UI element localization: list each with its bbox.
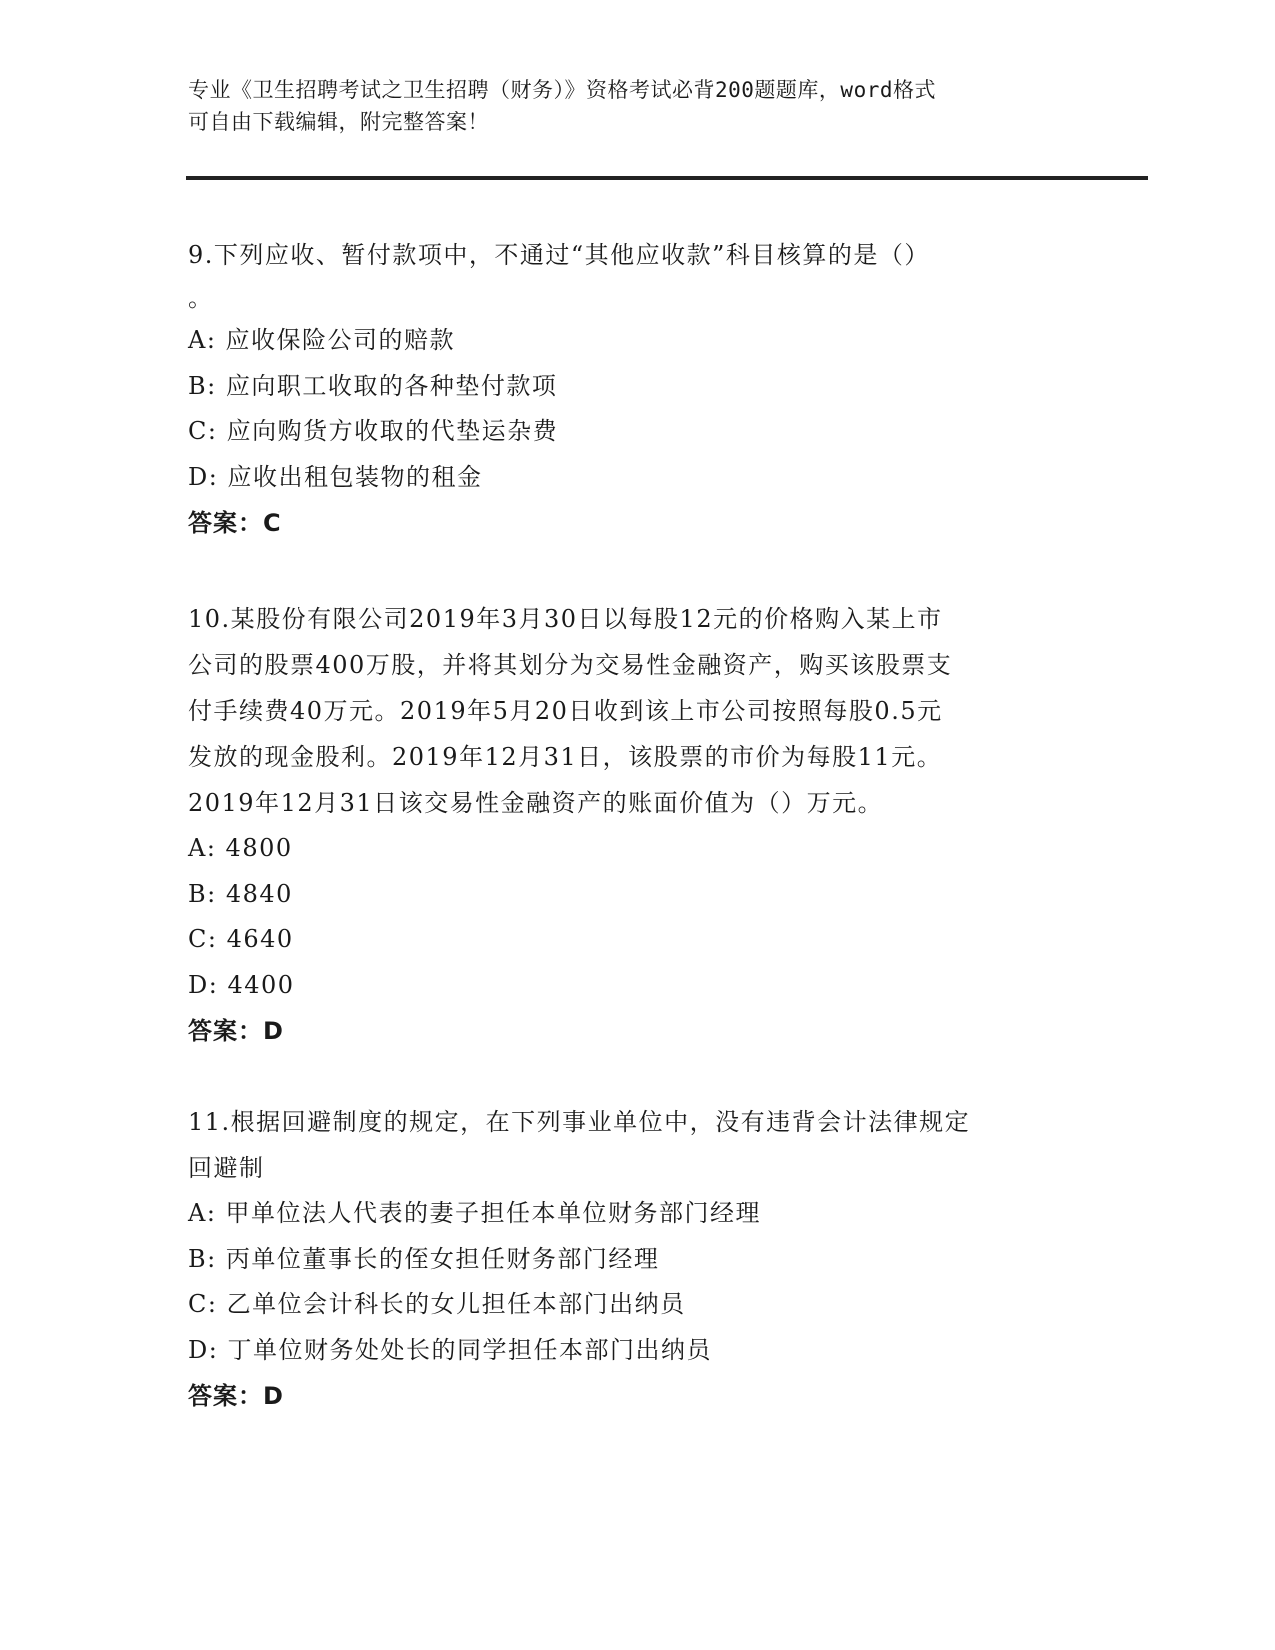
option-a: A: 4800 [188, 834, 293, 862]
stem-line: 付手续费40万元。2019年5月20日收到该上市公司按照每股0.5元 [188, 697, 943, 725]
question-stem [188, 232, 1068, 318]
option-b: B: 应向职工收取的各种垫付款项 [188, 371, 558, 400]
header-divider [186, 176, 1148, 180]
question-10 [188, 596, 1068, 1054]
option-d: D: 4400 [188, 970, 295, 999]
option-b: B: 丙单位董事长的侄女担任财务部门经理 [188, 1244, 660, 1273]
option-d: D: 应收出租包装物的租金 [188, 462, 483, 491]
question-9 [188, 232, 1068, 546]
answer-label: 答案：D [188, 1017, 284, 1045]
stem-line: 。 [188, 284, 214, 312]
stem-line: 公司的股票400万股，并将其划分为交易性金融资产，购买该股票支 [188, 651, 953, 679]
option-b: B: 4840 [188, 879, 293, 908]
stem-line: 10.某股份有限公司2019年3月30日以每股12元的价格购入某上市 [188, 605, 943, 633]
stem-line: 2019年12月31日该交易性金融资产的账面价值为（）万元。 [188, 789, 884, 817]
stem-line: 9.下列应收、暂付款项中，不通过“其他应收款”科目核算的是（） [188, 241, 930, 269]
answer-label: 答案：C [188, 509, 282, 537]
stem-line: 发放的现金股利。2019年12月31日，该股票的市价为每股11元。 [188, 743, 943, 771]
answer-label: 答案：D [188, 1382, 284, 1410]
stem-line: 11.根据回避制度的规定，在下列事业单位中，没有违背会计法律规定 [188, 1108, 971, 1136]
document-header [188, 74, 1088, 138]
question-stem [188, 596, 1068, 826]
header-line: 可自由下载编辑，附完整答案！ [188, 110, 489, 134]
option-a: A: 甲单位法人代表的妻子担任本单位财务部门经理 [188, 1199, 762, 1227]
option-a: A: 应收保险公司的赔款 [188, 326, 456, 354]
question-stem [188, 1099, 1068, 1191]
header-line: 专业《卫生招聘考试之卫生招聘（财务）》资格考试必背200题题库，word格式 [188, 78, 936, 102]
option-c: C: 4640 [188, 925, 294, 953]
option-d: D: 丁单位财务处处长的同学担任本部门出纳员 [188, 1335, 712, 1364]
question-11 [188, 1099, 1068, 1419]
option-c: C: 乙单位会计科长的女儿担任本部门出纳员 [188, 1290, 686, 1318]
stem-line: 回避制 [188, 1154, 265, 1182]
option-c: C: 应向购货方收取的代垫运杂费 [188, 417, 559, 445]
